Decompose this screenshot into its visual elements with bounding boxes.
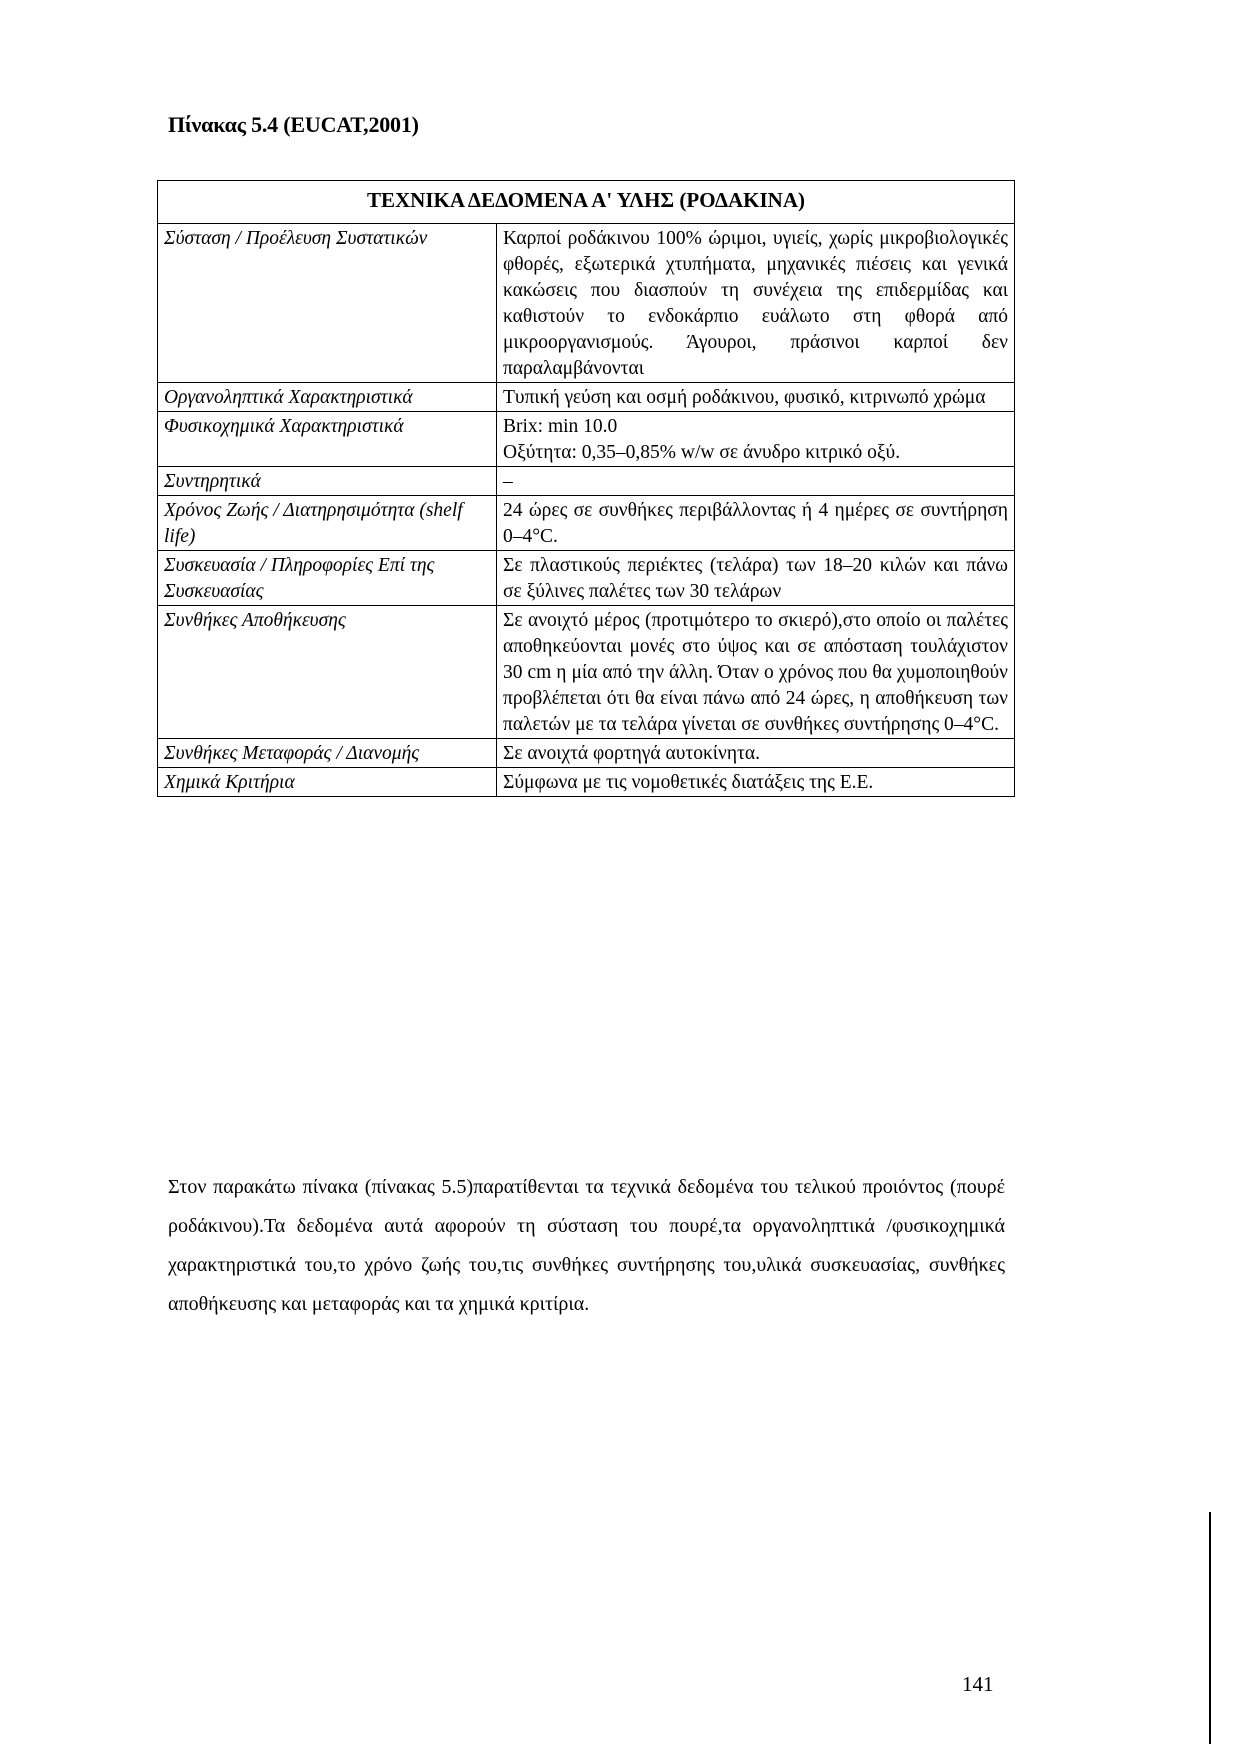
row-value-packaging: Σε πλαστικούς περιέκτες (τελάρα) των 18–20 κιλών και πάνω σε ξύλινες παλέτες των 30 τελάρων <box>497 551 1015 606</box>
table-row <box>158 467 1015 496</box>
table-title: ΤΕΧΝΙΚΑ ΔΕΔΟΜΕΝΑ Α' ΥΛΗΣ (ΡΟΔΑΚΙΝΑ) <box>158 181 1015 224</box>
row-label-preservatives: Συντηρητικά <box>158 467 497 496</box>
table-row <box>158 739 1015 768</box>
table-row <box>158 412 1015 467</box>
table-caption: Πίνακας 5.4 (EUCAT,2001) <box>168 112 419 137</box>
row-label-organoleptic: Οργανοληπτικά Χαρακτηριστικά <box>158 383 497 412</box>
table-row <box>158 496 1015 551</box>
row-value-composition: Καρποί ροδάκινου 100% ώριμοι, υγιείς, χωρίς μικροβιολογικές φθορές, εξωτερικά χτυπήματα, μηχανικές πιέσεις και γενικά κακώσεις που διασπούν τη συνέχεια της επιδερμίδας και καθιστούν το ενδοκάρπιο ευάλωτο στη φθορά από μικροοργανισμούς. Άγουροι, πράσινοι καρποί δεν παραλαμβάνονται <box>497 224 1015 383</box>
table-row <box>158 224 1015 383</box>
table-row <box>158 768 1015 797</box>
acidity-value: Οξύτητα: 0,35–0,85% w/w σε άνυδρο κιτρικό οξύ. <box>503 442 901 463</box>
row-label-shelf-life: Χρόνος Ζωής / Διατηρησιμότητα (shelf life) <box>158 496 497 551</box>
row-value-chemical: Σύμφωνα με τις νομοθετικές διατάξεις της Ε.Ε. <box>497 768 1015 797</box>
row-value-shelf-life: 24 ώρες σε συνθήκες περιβάλλοντας ή 4 ημέρες σε συντήρηση 0–4°C. <box>497 496 1015 551</box>
row-value-storage: Σε ανοιχτό μέρος (προτιμότερο το σκιερό),στο οποίο οι παλέτες αποθηκεύονται μονές στο ύψος και σε απόσταση τουλάχιστον 30 cm η μία από την άλλη. Όταν ο χρόνος που θα χυμοποιηθούν προβλέπεται ότι θα είναι πάνω από 24 ώρες, η αποθήκευση των παλετών με τα τελάρα γίνεται σε συνθήκες συντήρησης 0–4°C. <box>497 606 1015 739</box>
table-row <box>158 383 1015 412</box>
margin-rule <box>1209 1512 1211 1744</box>
row-value-preservatives: – <box>497 467 1015 496</box>
row-label-packaging: Συσκευασία / Πληροφορίες Επί της Συσκευασίας <box>158 551 497 606</box>
table-row <box>158 551 1015 606</box>
brix-value: Brix: min 10.0 <box>503 416 618 437</box>
row-label-transport: Συνθήκες Μεταφοράς / Διανομής <box>158 739 497 768</box>
page-number: 141 <box>962 1672 994 1696</box>
row-value-physicochemical <box>497 412 1015 467</box>
row-label-composition: Σύσταση / Προέλευση Συστατικών <box>158 224 497 383</box>
body-paragraph: Στον παρακάτω πίνακα (πίνακας 5.5)παρατίθενται τα τεχνικά δεδομένα του τελικού προιόντος (πουρέ ροδάκινου).Τα δεδομένα αυτά αφορούν τη σύσταση του πουρέ,τα οργανοληπτικά /φυσικοχημικά χαρακτηριστικά του,το χρόνο ζωής του,τις συνθήκες συντήρησης του,υλικά συσκευασίας, συνθήκες αποθήκευσης και μεταφοράς και τα χημικά κριτίρια. <box>168 1176 1005 1315</box>
table-row <box>158 606 1015 739</box>
technical-data-table <box>157 180 1015 797</box>
row-value-transport: Σε ανοιχτά φορτηγά αυτοκίνητα. <box>497 739 1015 768</box>
row-label-storage: Συνθήκες Αποθήκευσης <box>158 606 497 739</box>
row-label-chemical: Χημικά Κριτήρια <box>158 768 497 797</box>
table-header-row <box>158 181 1015 224</box>
row-label-physicochemical: Φυσικοχημικά Χαρακτηριστικά <box>158 412 497 467</box>
row-value-organoleptic: Τυπική γεύση και οσμή ροδάκινου, φυσικό, κιτρινωπό χρώμα <box>497 383 1015 412</box>
